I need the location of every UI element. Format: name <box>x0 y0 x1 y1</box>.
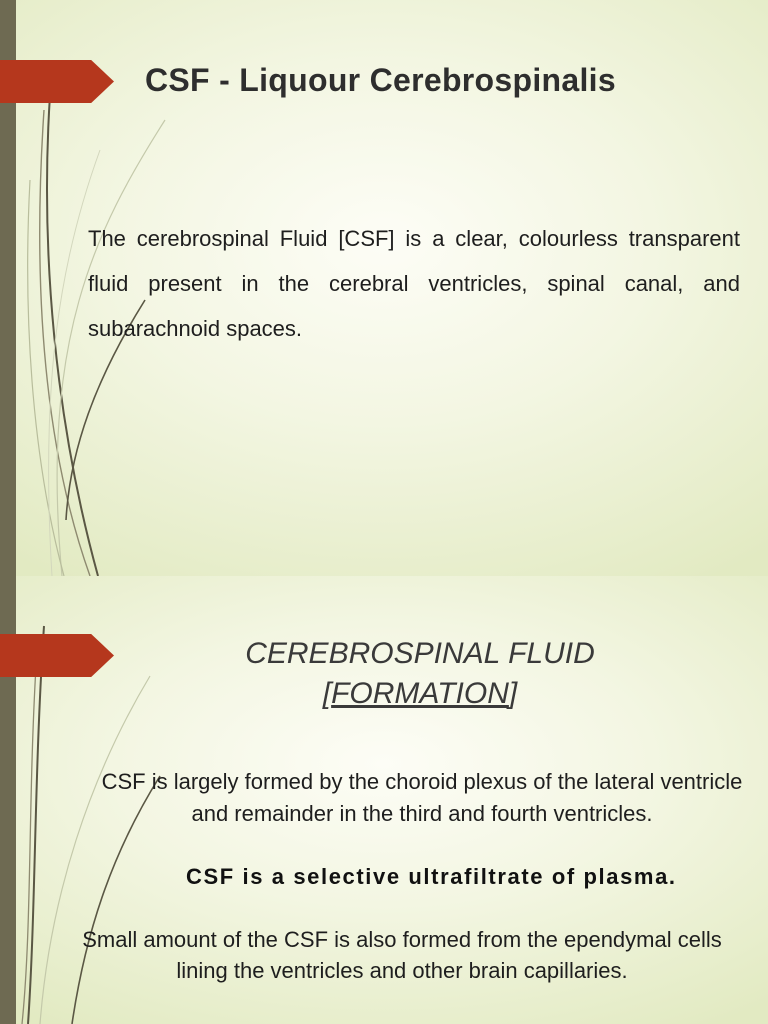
title-arrow-marker <box>0 634 114 677</box>
paragraph-formation: CSF is largely formed by the choroid plexus of the lateral ventricle and remainder in the third and fourth ventricles. <box>101 769 743 826</box>
slide-title-line-1: CEREBROSPINAL FLUID <box>245 637 595 670</box>
slide-title: CSF - Liquour Cerebrospinalis <box>145 62 616 98</box>
title-arrow-marker <box>0 60 114 103</box>
slide-2 <box>0 576 768 1024</box>
slide-title-line-2 <box>200 674 640 714</box>
paragraph-ultrafiltrate: CSF is a selective ultrafiltrate of plasma. <box>186 864 677 889</box>
paragraph-ependymal: Small amount of the CSF is also formed from the ependymal cells lining the ventricles and other brain capillaries. <box>82 927 722 983</box>
slide-title <box>200 634 640 714</box>
formation-word: FORMATION <box>331 677 509 710</box>
slide-body-text: The cerebrospinal Fluid [CSF] is a clear, colourless transparent fluid present in the cerebral ventricles, spinal canal, and subarachnoid spaces. <box>88 226 740 341</box>
open-bracket: [ <box>322 677 332 710</box>
close-bracket: ] <box>508 677 518 710</box>
